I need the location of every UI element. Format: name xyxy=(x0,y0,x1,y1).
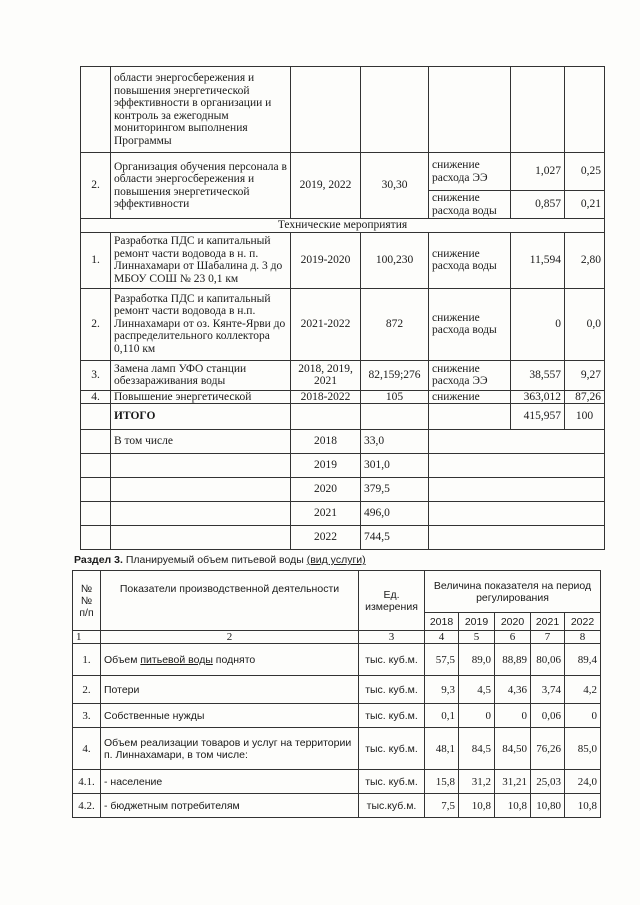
year-cell: 2018 xyxy=(291,430,361,454)
column-number: 3 xyxy=(359,631,425,644)
row-number: 1. xyxy=(73,644,101,676)
table-row xyxy=(73,704,601,728)
table-row xyxy=(81,430,605,454)
row-number: 2. xyxy=(81,288,111,360)
measure-cost: 82,159;276 xyxy=(361,360,429,390)
value-cell: 24,0 xyxy=(565,770,601,794)
including-label: В том числе xyxy=(111,430,291,454)
effect-percent: 0,25 xyxy=(565,153,605,191)
unit-cell: тыс. куб.м. xyxy=(359,704,425,728)
column-number: 8 xyxy=(565,631,601,644)
value-cell: 25,03 xyxy=(531,770,565,794)
value-cell: 3,74 xyxy=(531,676,565,704)
row-number: 1. xyxy=(81,232,111,288)
indicator-name: Потери xyxy=(101,676,359,704)
header-number: №№ п/п xyxy=(73,571,101,631)
row-number: 4.1. xyxy=(73,770,101,794)
indicator-name: - бюджетным потребителям xyxy=(101,794,359,818)
row-number: 4. xyxy=(81,390,111,404)
value-cell: 88,89 xyxy=(495,644,531,676)
table-row xyxy=(73,676,601,704)
table-row xyxy=(73,728,601,770)
measure-effect: снижение расхода воды xyxy=(429,232,511,288)
column-number: 2 xyxy=(101,631,359,644)
header-row xyxy=(73,571,601,613)
year-value: 496,0 xyxy=(361,502,429,526)
effect-percent: 2,80 xyxy=(565,232,605,288)
measure-years: 2019-2020 xyxy=(291,232,361,288)
year-cell: 2021 xyxy=(291,502,361,526)
effect-value: 363,012 xyxy=(511,390,565,404)
value-cell: 4,5 xyxy=(459,676,495,704)
row-number: 4. xyxy=(73,728,101,770)
table-row xyxy=(73,644,601,676)
water-volume-table xyxy=(72,570,601,818)
value-cell: 0,1 xyxy=(425,704,459,728)
column-number: 6 xyxy=(495,631,531,644)
year-2022: 2022 xyxy=(565,613,601,631)
value-cell: 80,06 xyxy=(531,644,565,676)
unit-cell: тыс.куб.м. xyxy=(359,794,425,818)
total-percent: 100 xyxy=(565,404,605,430)
effect-percent: 0,0 xyxy=(565,288,605,360)
unit-cell: тыс. куб.м. xyxy=(359,770,425,794)
year-2018: 2018 xyxy=(425,613,459,631)
effect-value: 0,857 xyxy=(511,191,565,219)
measure-cost: 30,30 xyxy=(361,153,429,219)
total-row xyxy=(81,404,605,430)
value-cell: 85,0 xyxy=(565,728,601,770)
section-title: Планируемый объем питьевой воды xyxy=(122,554,307,566)
measure-description: Разработка ПДС и капитальный ремонт части водовода в н.п. Линнахамари от оз. Кянте-Ярви до распределительного коллектора 0,110 км xyxy=(111,288,291,360)
effect-percent: 0,21 xyxy=(565,191,605,219)
value-cell: 76,26 xyxy=(531,728,565,770)
unit-cell: тыс. куб.м. xyxy=(359,728,425,770)
value-cell: 0 xyxy=(459,704,495,728)
measure-description: области энергосбережения и повышения энергетической эффективности в организации и контроль за ежегодным мониторингом выполнения Программы xyxy=(111,67,291,153)
section-subtitle: (вид услуги) xyxy=(306,554,366,566)
measure-cost: 872 xyxy=(361,288,429,360)
measure-cost: 100,230 xyxy=(361,232,429,288)
value-cell: 15,8 xyxy=(425,770,459,794)
measure-effect: снижение расхода воды xyxy=(429,191,511,219)
measure-years: 2021-2022 xyxy=(291,288,361,360)
column-numbers-row xyxy=(73,631,601,644)
measure-description: Повышение энергетической xyxy=(111,390,291,404)
year-cell: 2022 xyxy=(291,526,361,550)
table-row xyxy=(81,67,605,153)
year-cell: 2019 xyxy=(291,454,361,478)
indicator-name: - население xyxy=(101,770,359,794)
unit-cell: тыс. куб.м. xyxy=(359,676,425,704)
effect-percent: 9,27 xyxy=(565,360,605,390)
table-row xyxy=(73,770,601,794)
year-2019: 2019 xyxy=(459,613,495,631)
table-row xyxy=(81,153,605,191)
unit-cell: тыс. куб.м. xyxy=(359,644,425,676)
measure-years: 2018-2022 xyxy=(291,390,361,404)
indicator-name: Объем питьевой воды поднято xyxy=(101,644,359,676)
table-row xyxy=(81,390,605,404)
section-row xyxy=(81,219,605,233)
year-value: 301,0 xyxy=(361,454,429,478)
column-number: 7 xyxy=(531,631,565,644)
year-cell: 2020 xyxy=(291,478,361,502)
table-row xyxy=(81,232,605,288)
measure-cost: 105 xyxy=(361,390,429,404)
year-2020: 2020 xyxy=(495,613,531,631)
table-row xyxy=(81,526,605,550)
section-number: Раздел 3. xyxy=(74,554,123,566)
value-cell: 10,8 xyxy=(565,794,601,818)
value-cell: 4,2 xyxy=(565,676,601,704)
measure-effect: снижение расхода ЭЭ xyxy=(429,360,511,390)
column-number: 4 xyxy=(425,631,459,644)
value-cell: 84,5 xyxy=(459,728,495,770)
indicator-name: Объем реализации товаров и услуг на территории п. Линнахамари, в том числе: xyxy=(101,728,359,770)
value-cell: 89,0 xyxy=(459,644,495,676)
column-number: 1 xyxy=(73,631,101,644)
value-cell: 89,4 xyxy=(565,644,601,676)
year-2021: 2021 xyxy=(531,613,565,631)
year-value: 379,5 xyxy=(361,478,429,502)
table-row xyxy=(73,794,601,818)
value-cell: 10,8 xyxy=(495,794,531,818)
value-cell: 7,5 xyxy=(425,794,459,818)
column-number: 5 xyxy=(459,631,495,644)
measure-years: 2019, 2022 xyxy=(291,153,361,219)
value-cell: 0,06 xyxy=(531,704,565,728)
row-number: 4.2. xyxy=(73,794,101,818)
value-cell: 84,50 xyxy=(495,728,531,770)
measure-description: Разработка ПДС и капитальный ремонт части водовода в н. п. Линнахамари от Шабалина д. 3 до МБОУ СОШ № 23 0,1 км xyxy=(111,232,291,288)
year-value: 33,0 xyxy=(361,430,429,454)
value-cell: 9,3 xyxy=(425,676,459,704)
effect-value: 11,594 xyxy=(511,232,565,288)
measures-table xyxy=(80,66,605,550)
row-number: 2. xyxy=(73,676,101,704)
value-cell: 31,2 xyxy=(459,770,495,794)
value-cell: 4,36 xyxy=(495,676,531,704)
indicator-name: Собственные нужды xyxy=(101,704,359,728)
row-number: 3. xyxy=(73,704,101,728)
measure-effect: снижение расхода воды xyxy=(429,288,511,360)
value-cell: 10,8 xyxy=(459,794,495,818)
total-value: 415,957 xyxy=(511,404,565,430)
header-unit: Ед. измерения xyxy=(359,571,425,631)
effect-value: 0 xyxy=(511,288,565,360)
header-values: Величина показателя на период регулирования xyxy=(425,571,601,613)
section-3-caption xyxy=(74,554,366,566)
table-row xyxy=(81,478,605,502)
value-cell: 10,80 xyxy=(531,794,565,818)
effect-percent: 87,26 xyxy=(565,390,605,404)
total-label: ИТОГО xyxy=(111,404,291,430)
measure-years: 2018, 2019, 2021 xyxy=(291,360,361,390)
effect-value: 38,557 xyxy=(511,360,565,390)
measure-effect: снижение расхода ЭЭ xyxy=(429,153,511,191)
row-number: 3. xyxy=(81,360,111,390)
table-row xyxy=(81,360,605,390)
measure-description: Замена ламп УФО станции обеззараживания воды xyxy=(111,360,291,390)
table-row xyxy=(81,502,605,526)
table-row xyxy=(81,288,605,360)
row-number: 2. xyxy=(81,153,111,219)
table-row xyxy=(81,454,605,478)
value-cell: 0 xyxy=(495,704,531,728)
section-title: Технические мероприятия xyxy=(81,219,605,233)
header-indicator: Показатели производственной деятельности xyxy=(101,571,359,631)
value-cell: 0 xyxy=(565,704,601,728)
measure-description: Организация обучения персонала в области энергосбережения и повышения энергетической эффективности xyxy=(111,153,291,219)
value-cell: 57,5 xyxy=(425,644,459,676)
value-cell: 31,21 xyxy=(495,770,531,794)
effect-value: 1,027 xyxy=(511,153,565,191)
measure-effect: снижение xyxy=(429,390,511,404)
value-cell: 48,1 xyxy=(425,728,459,770)
year-value: 744,5 xyxy=(361,526,429,550)
